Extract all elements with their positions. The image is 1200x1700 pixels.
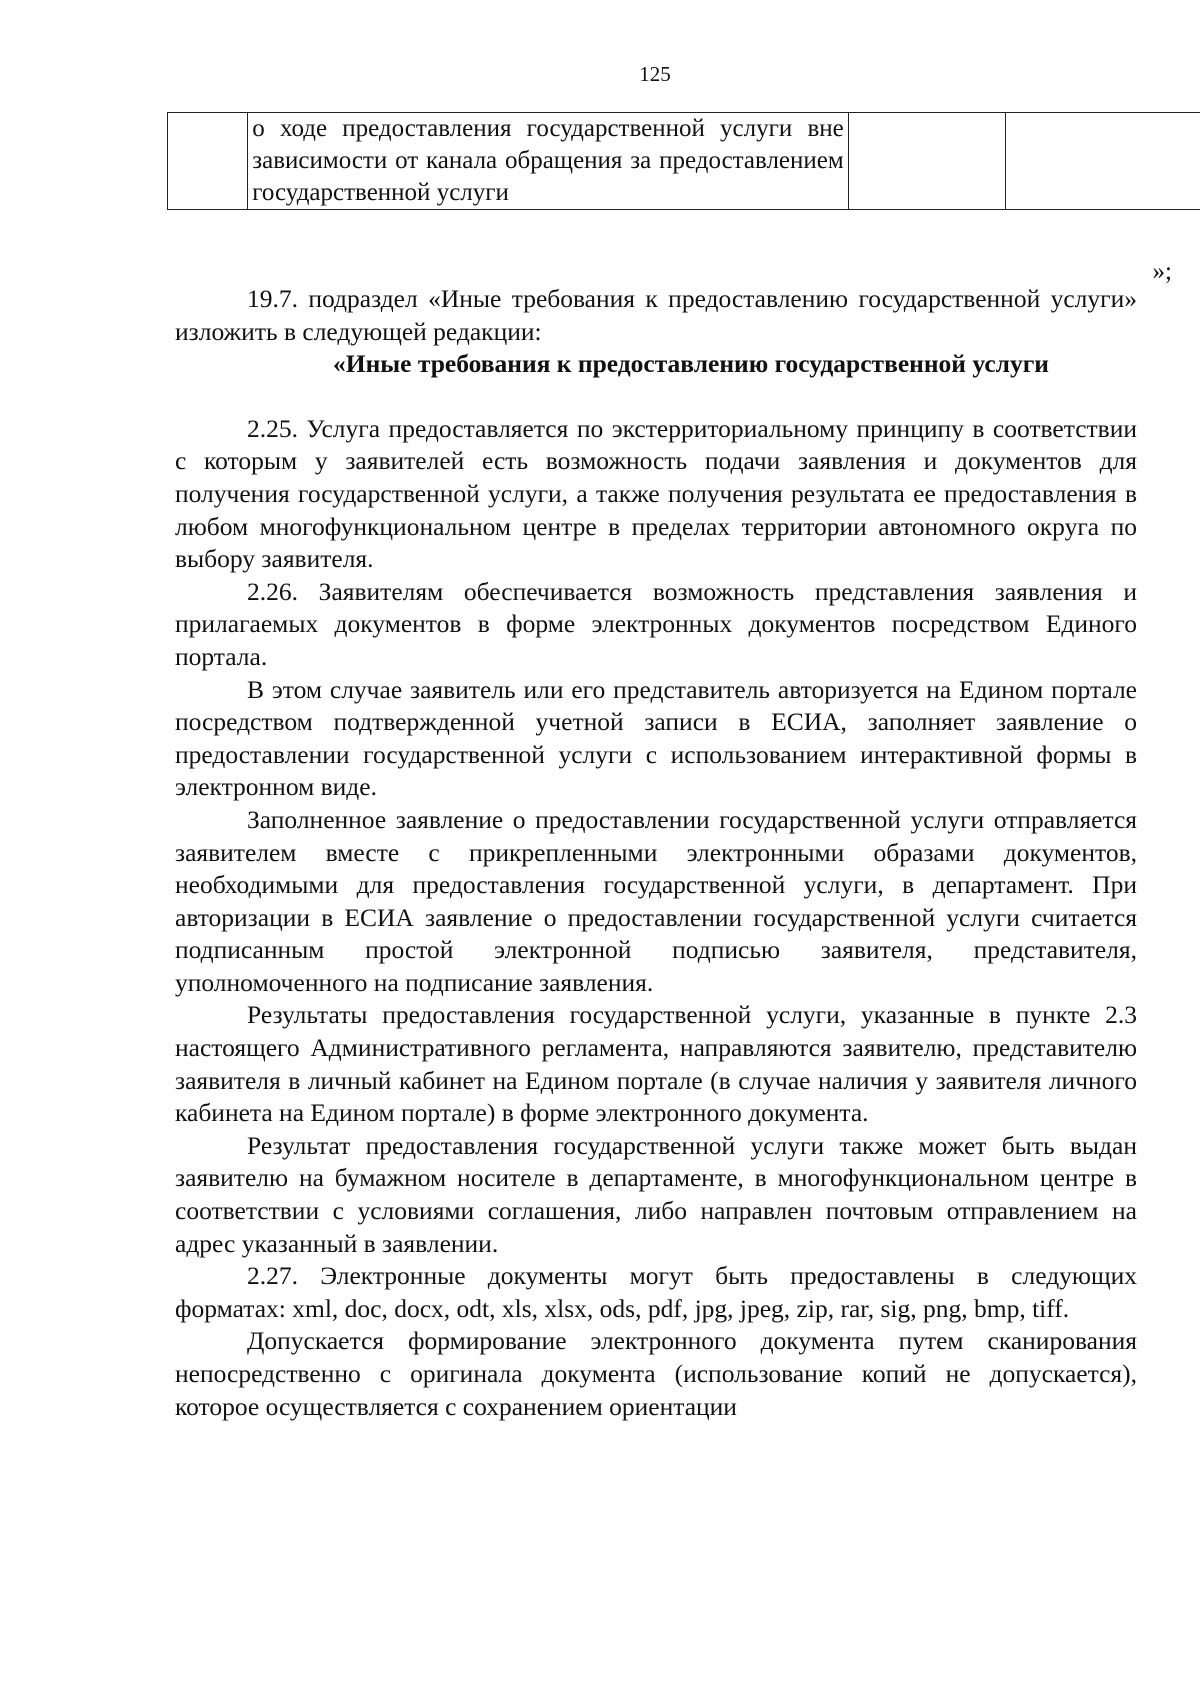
paragraph-2-25: 2.25. Услуга предоставляется по экстерриториальному принципу в соответствии с которым у заявителей есть возможность подачи заявления и документов для получения государственной услуги, а также получения результата ее предоставления в любом многофункциональном центре в пределах территории автономного округа по выбору заявителя. — [175, 413, 1137, 574]
paragraph-scanning: Допускается формирование электронного документа путем сканирования непосредственно с оригинала документа (использование копий не допускается), которое осуществляется с сохранением ориентации — [175, 1326, 1137, 1421]
paragraph-2-27: 2.27. Электронные документы могут быть предоставлены в следующих форматах: xml, doc, docx, odt, xls, xlsx, ods, pdf, jpg, jpeg, zip, rar, sig, png, bmp, tiff. — [175, 1261, 1137, 1323]
document-body — [175, 283, 1137, 1423]
table-row — [168, 113, 1200, 210]
paragraph-2-26: 2.26. Заявителям обеспечивается возможность представления заявления и прилагаемых документов в форме электронных документов посредством Единого портала. — [175, 576, 1137, 671]
paragraph-filled-application: Заполненное заявление о предоставлении государственной услуги отправляется заявителем вместе с прикрепленными электронными образами документов, необходимыми для предоставления государственной услуги, в департамент. При авторизации в ЕСИА заявление о предоставлении государственной услуги считается подписанным простой электронной подписью заявителя, представителя, уполномоченного на подписание заявления. — [175, 804, 1137, 997]
table-cell-4 — [1006, 113, 1200, 210]
section-heading: «Иные требования к предоставлению государственной услуги — [332, 349, 1049, 379]
paragraph-result-paper: Результат предоставления государственной услуги также может быть выдан заявителю на бумажном носителе в департаменте, в многофункциональном центре в соответствии с условиями соглашения, либо направлен почтовым отправлением на адрес указанный в заявлении. — [175, 1130, 1137, 1258]
table-cell-description: о ходе предоставления государственной услуги вне зависимости от канала обращения за предоставлением государственной услуги — [248, 113, 848, 210]
page-number: 125 — [639, 62, 671, 86]
table-continuation — [167, 112, 1200, 210]
table-cell-3 — [848, 113, 1005, 210]
paragraph-19-7: 19.7. подраздел «Иные требования к предоставлению государственной услуги» изложить в следующей редакции: — [175, 284, 1137, 346]
paragraph-results: Результаты предоставления государственной услуги, указанные в пункте 2.3 настоящего Административного регламента, направляются заявителю, представителю заявителя в личный кабинет на Едином портале (в случае наличия у заявителя личного кабинета на Едином портале) в форме электронного документа. — [175, 1000, 1137, 1128]
paragraph-esia: В этом случае заявитель или его представитель авторизуется на Едином портале посредством подтвержденной учетной записи в ЕСИА, заполняет заявление о предоставлении государственной услуги с использованием интерактивной формы в электронном виде. — [175, 674, 1137, 802]
table-cell-number — [168, 113, 248, 210]
closing-quote: »; — [1152, 258, 1172, 285]
